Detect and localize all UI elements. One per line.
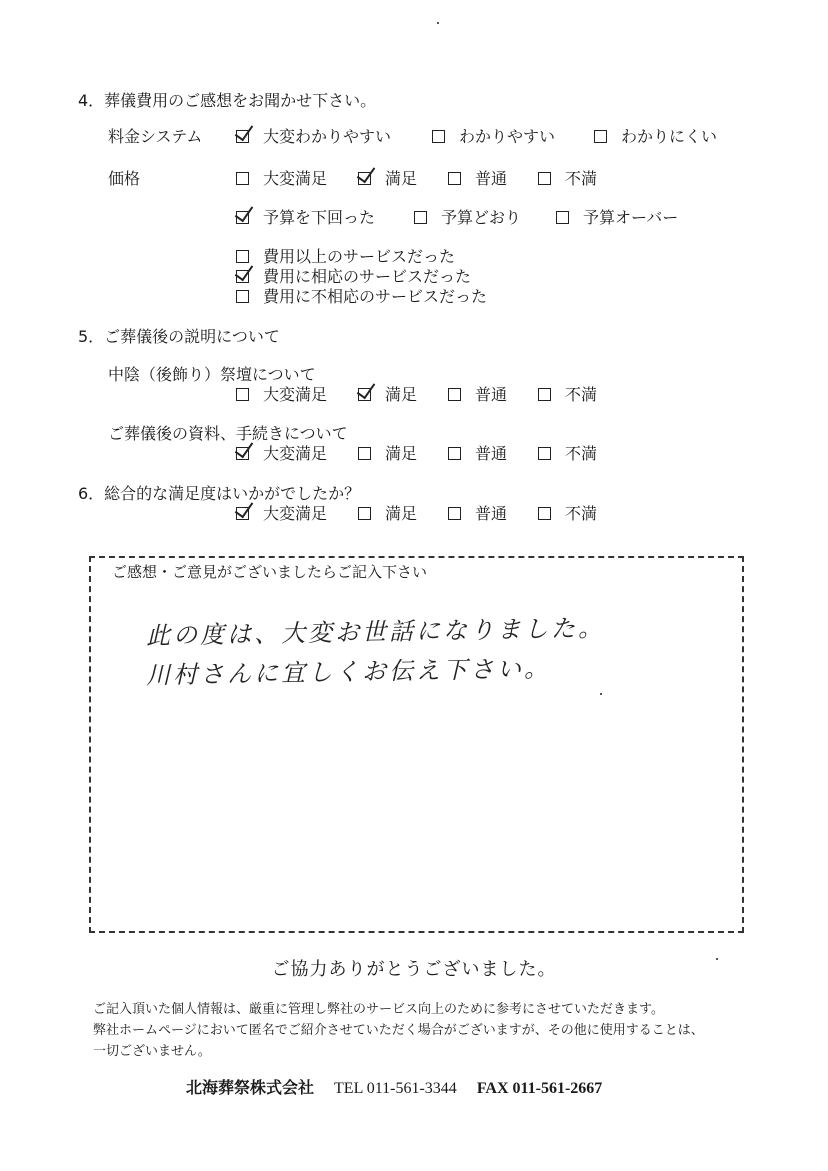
documents-satisfied[interactable]: 満足 [358, 441, 417, 464]
documents-normal[interactable]: 普通 [448, 441, 507, 464]
checkbox[interactable] [594, 130, 607, 143]
checkbox[interactable] [432, 130, 445, 143]
checkbox[interactable] [236, 290, 249, 303]
service-below[interactable]: 費用に不相応のサービスだった [236, 284, 487, 307]
comments-label: ご感想・ご意見がございましたらご記入下さい [112, 563, 428, 581]
scan-speck [600, 693, 602, 695]
company-name: 北海葬祭株式会社 [186, 1078, 315, 1097]
checkbox-checked[interactable] [358, 172, 371, 185]
checkbox[interactable] [236, 172, 249, 185]
price-satisfied[interactable]: 満足 [358, 166, 417, 189]
price-label: 価格 [108, 169, 141, 188]
altar-satisfied[interactable]: 満足 [358, 382, 417, 405]
privacy-line-2: 弊社ホームページにおいて匿名でご紹介させていただく場合がございますが、その他に使用することは、 [93, 1023, 704, 1038]
checkbox[interactable] [414, 211, 427, 224]
q6-heading: 6．総合的な満足度はいかがでしたか？ [78, 484, 361, 503]
pricing-system-label: 料金システム [108, 127, 203, 146]
q4-heading: 4．葬儀費用のご感想をお聞かせ下さい。 [78, 91, 377, 110]
checkbox-checked[interactable] [358, 388, 371, 401]
overall-very-satisfied[interactable]: 大変満足 [236, 501, 327, 524]
checkbox[interactable] [448, 507, 461, 520]
service-above[interactable]: 費用以上のサービスだった [236, 244, 455, 267]
documents-label: ご葬儀後の資料、手続きについて [108, 424, 348, 443]
checkbox[interactable] [358, 447, 371, 460]
tel-number: TEL 011-561-3344 [334, 1080, 457, 1097]
q5-heading: 5．ご葬儀後の説明について [78, 327, 280, 346]
checkbox-checked[interactable] [236, 270, 249, 283]
altar-label: 中陰（後飾り）祭壇について [108, 365, 316, 384]
budget-over[interactable]: 予算オーバー [556, 205, 678, 228]
altar-dissatisfied[interactable]: 不満 [538, 382, 597, 405]
budget-under[interactable]: 予算を下回った [236, 205, 375, 228]
overall-normal[interactable]: 普通 [448, 501, 507, 524]
checkbox[interactable] [448, 172, 461, 185]
service-equal[interactable]: 費用に相応のサービスだった [236, 264, 471, 287]
option-clear[interactable]: わかりやすい [432, 124, 555, 147]
documents-dissatisfied[interactable]: 不満 [538, 441, 597, 464]
checkbox-checked[interactable] [236, 211, 249, 224]
altar-normal[interactable]: 普通 [448, 382, 507, 405]
company-footer [186, 1075, 602, 1098]
privacy-line-1: ご記入頂いた個人情報は、厳重に管理し弊社のサービス向上のために参考にさせていただきます。 [93, 1002, 664, 1017]
checkbox-checked[interactable] [236, 507, 249, 520]
scan-speck [437, 22, 439, 24]
price-very-satisfied[interactable]: 大変満足 [236, 166, 327, 189]
altar-very-satisfied[interactable]: 大変満足 [236, 382, 327, 405]
checkbox[interactable] [448, 388, 461, 401]
thanks-message: ご協力ありがとうございました。 [271, 959, 557, 980]
checkbox[interactable] [538, 172, 551, 185]
checkbox[interactable] [448, 447, 461, 460]
handwritten-line-2: 川村さんに宜しくお伝え下さい。 [145, 654, 552, 690]
fax-number: FAX 011-561-2667 [476, 1080, 603, 1097]
option-very-clear[interactable]: 大変わかりやすい [236, 124, 391, 147]
checkbox[interactable] [236, 388, 249, 401]
scan-speck [716, 958, 718, 960]
documents-very-satisfied[interactable]: 大変満足 [236, 441, 327, 464]
price-normal[interactable]: 普通 [448, 166, 507, 189]
privacy-line-3: 一切ございません。 [93, 1044, 211, 1059]
checkbox[interactable] [358, 507, 371, 520]
checkbox-checked[interactable] [236, 447, 249, 460]
checkbox[interactable] [538, 447, 551, 460]
budget-on[interactable]: 予算どおり [414, 205, 521, 228]
checkbox[interactable] [556, 211, 569, 224]
checkbox[interactable] [538, 388, 551, 401]
handwritten-line-1: 此の度は、大変お世話になりました。 [145, 613, 606, 651]
price-dissatisfied[interactable]: 不満 [538, 166, 597, 189]
checkbox-checked[interactable] [236, 130, 249, 143]
option-unclear[interactable]: わかりにくい [594, 124, 717, 147]
overall-dissatisfied[interactable]: 不満 [538, 501, 597, 524]
checkbox[interactable] [538, 507, 551, 520]
overall-satisfied[interactable]: 満足 [358, 501, 417, 524]
checkbox[interactable] [236, 250, 249, 263]
